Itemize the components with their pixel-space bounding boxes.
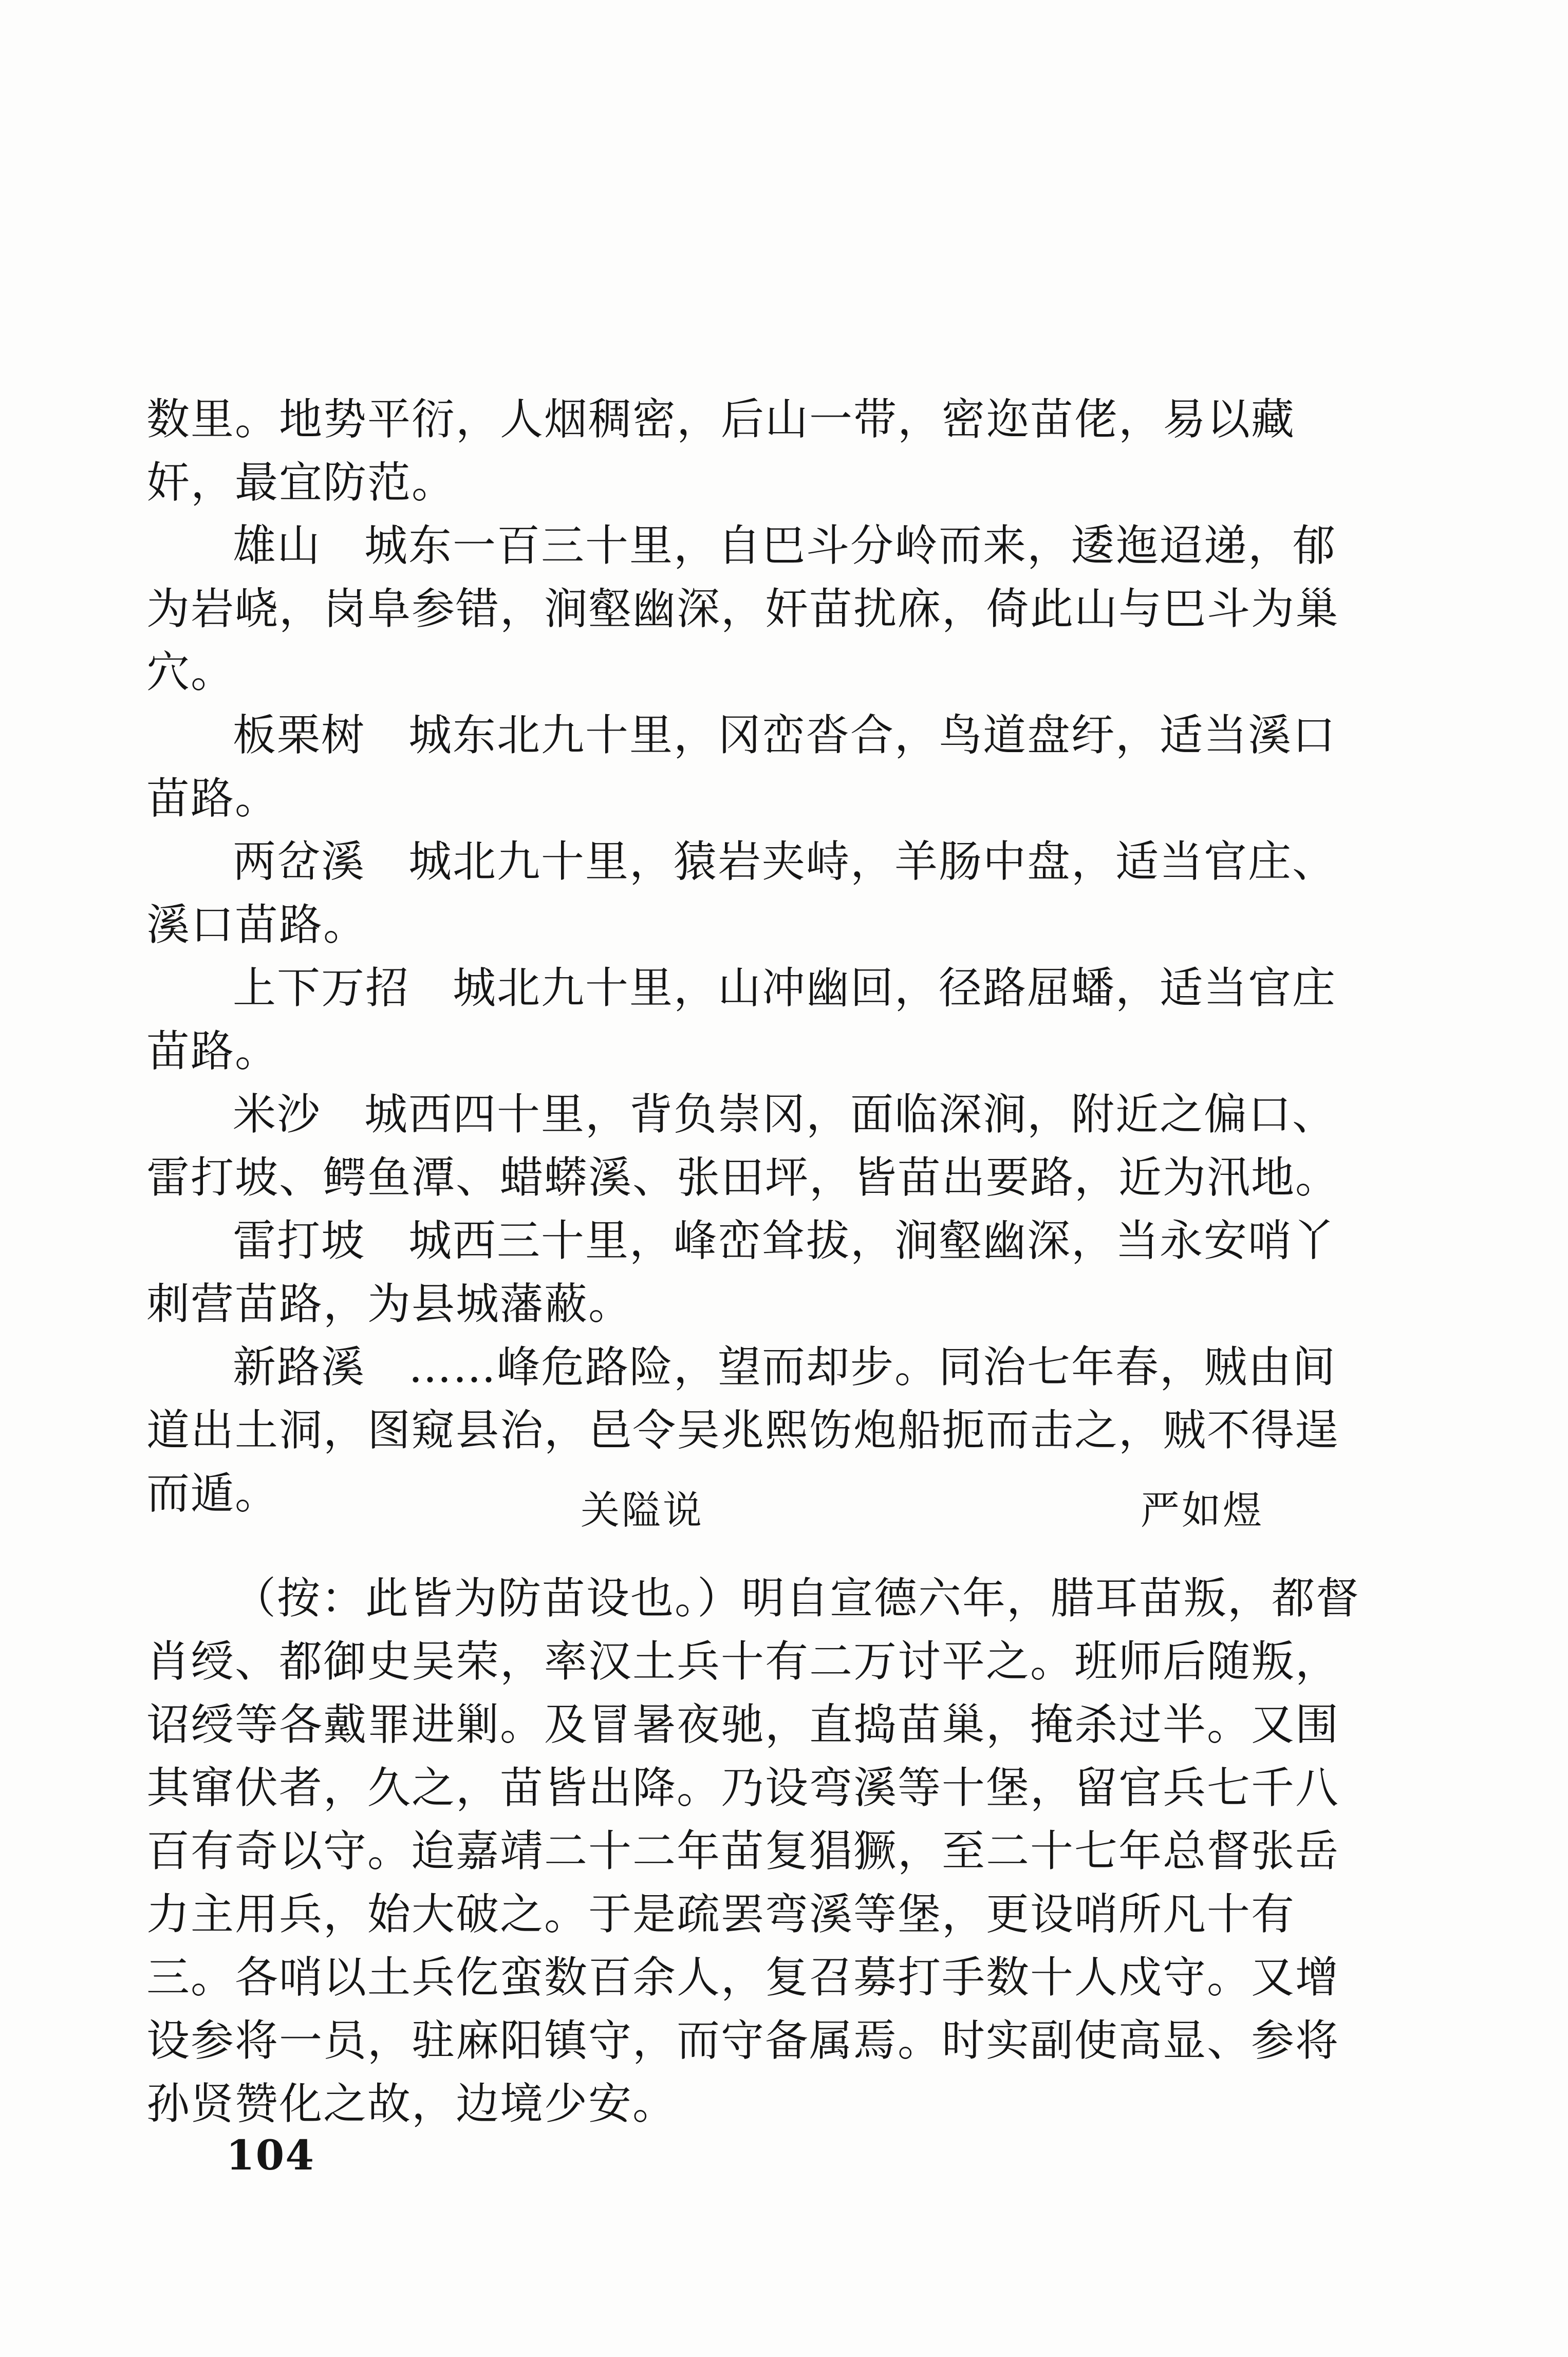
gazetteer-entries: [146, 388, 1374, 1525]
entry-text: 城北九十里，山冲幽回，径路屈蟠，适当官庄苗路。: [146, 963, 1337, 1076]
entry-paragraph: [146, 704, 1374, 830]
entry-paragraph: [146, 1083, 1374, 1209]
essay-paragraph: （按：此皆为防苗设也。）明自宣德六年，腊耳苗叛，都督肖绶、都御史吴荣，率汉土兵十有二万讨平之。班师后随叛，诏绶等各戴罪进剿。及冒暑夜驰，直捣苗巢，掩杀过半。又围其窜伏者，久之，苗皆出降。乃设弯溪等十堡，留官兵七千八百有奇以守。迨嘉靖二十二年苗复猖獗，至二十七年总督张岳力主用兵，始大破之。于是疏罢弯溪等堡，更设哨所凡十有三。各哨以土兵仡蛮数百余人，复召募打手数十人戍守。又增设参将一员，驻麻阳镇守，而守备属焉。时实副使高显、参将孙贤赞化之故，边境少安。: [146, 1573, 1360, 2129]
entry-term: 米沙: [233, 1089, 322, 1139]
entry-text: 城东北九十里，冈峦沓合，鸟道盘纡，适当溪口苗路。: [146, 710, 1337, 824]
entry-paragraph: [146, 514, 1374, 704]
entry-term: 新路溪: [233, 1342, 366, 1392]
section-heading: [0, 1480, 1568, 1541]
entry-term: 雄山: [233, 520, 322, 571]
section-author: 严如煜: [1141, 1487, 1264, 1533]
entry-text: ……峰危路险，望而却步。同治七年春，贼由间道出土洞，图窥县治，邑令吴兆熙饬炮船扼而击之，贼不得逞而遁。: [146, 1342, 1340, 1519]
entry-term: 两岔溪: [233, 836, 366, 887]
entry-text: 城西四十里，背负崇冈，面临深涧，附近之偏口、雷打坡、鳄鱼潭、蜡蟒溪、张田坪，皆苗出要路，近为汛地。: [146, 1089, 1340, 1203]
entry-paragraph: [146, 957, 1374, 1083]
entry-text: 城北九十里，猿岩夹峙，羊肠中盘，适当官庄、溪口苗路。: [146, 836, 1337, 950]
section-title: 关隘说: [581, 1487, 704, 1533]
entry-term: 板栗树: [233, 710, 366, 760]
entry-paragraph: [146, 1209, 1374, 1336]
page-number: 104: [226, 2131, 315, 2179]
entry-text: 城西三十里，峰峦耸拔，涧壑幽深，当永安哨丫刺营苗路，为县城藩蔽。: [146, 1215, 1337, 1329]
continuation-paragraph: 数里。地势平衍，人烟稠密，后山一带，密迩苗佬，易以藏奸，最宜防范。: [146, 394, 1296, 508]
entry-text: 城东一百三十里，自巴斗分岭而来，逶迤迢递，郁为岩峣，岗阜参错，涧壑幽深，奸苗扰庥，倚此山与巴斗为巢穴。: [146, 520, 1340, 697]
entry-term: 上下万招: [233, 963, 410, 1013]
entry-paragraph: [146, 830, 1374, 957]
entry-term: 雷打坡: [233, 1215, 366, 1266]
